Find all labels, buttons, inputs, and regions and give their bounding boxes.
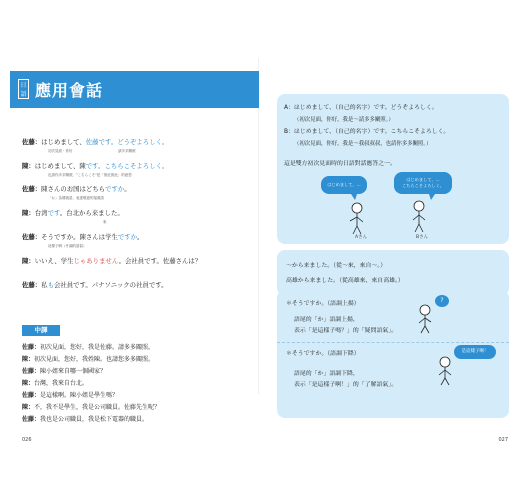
dialogue-line-6: 陳：いいえ、学生じゃありません。会社員です。佐藤さんは？ xyxy=(22,257,202,265)
figure-label-a: Aさん xyxy=(355,235,368,240)
understanding-bubble: 是這樣子啊！ xyxy=(454,345,496,359)
example-line: 語尾的「か」語調上揚， xyxy=(294,317,359,323)
page-number-left: 026 xyxy=(22,437,32,443)
dialogue-line-7: 佐藤：私も会社員です。パナソニックの社員です。 xyxy=(22,281,168,289)
question-bubble: ? xyxy=(435,295,449,307)
dialogue-line-1: 佐藤：はじめまして、佐藤です。どうぞよろしく。 xyxy=(22,138,169,146)
translation-line: 陳：初次見面，您好，我姓陳。也請您多多關照。 xyxy=(22,356,155,363)
figures-illustration xyxy=(333,194,453,240)
example-note: 這是雙方初次見面時的日語對話應答之一。 xyxy=(284,161,396,167)
intonation-falling: ＊そうですか。（語調下降） xyxy=(286,351,360,357)
speaker: 佐藤： xyxy=(22,138,42,146)
gloss-3: 「お」為禮貌語，表達敬意的接頭語 xyxy=(48,196,104,200)
gloss-5: 這樣子啊（升調的語氣） xyxy=(48,244,87,248)
dialogue-line-4: 陳：台湾です。台北から来ました。 xyxy=(22,209,124,217)
example-line: 表示「是這樣子嗎？」的「疑問語氣」。 xyxy=(294,328,398,334)
example-line: 高雄から来ました。（從高雄來，來自高雄。） xyxy=(286,278,404,284)
page-title: 應用會話 xyxy=(35,81,104,100)
example-line: B：はじめまして、（自己的名字）です。こちらこそよろしく。 xyxy=(284,129,450,135)
example-line: A：はじめまして、（自己的名字）です。どうぞよろしく。 xyxy=(284,105,438,111)
translation-line: 佐藤：初次見面，您好，我是佐藤。請多多關照。 xyxy=(22,344,155,351)
right-page xyxy=(261,58,520,443)
speech-bubble-a: はじめまして、… xyxy=(321,176,367,194)
page-number-right: 027 xyxy=(498,437,508,443)
gloss-4: 來 xyxy=(103,220,107,224)
dialogue-line-3: 佐藤：陳さんのお国はどちらですか。 xyxy=(22,185,131,193)
example-panel-1 xyxy=(277,94,509,244)
example-line: （初次見面，你好，我是～我叔叔叔，也請你多多關照。） xyxy=(294,141,432,147)
gloss-2: 也請你多多關照，"こちらこそ"是「彼此彼此」的意思 xyxy=(48,173,132,177)
example-line: 表示「是這樣子啊！」的「了解語氣」。 xyxy=(294,382,398,388)
speech-bubble-b: はじめまして、… こちらこそよろしく。 xyxy=(394,172,452,194)
nodding-figure xyxy=(427,356,463,386)
left-page xyxy=(0,58,259,443)
example-line: （初次見面，你好，我是～請多多關照。） xyxy=(294,117,394,123)
lesson-badge: 日語 xyxy=(18,79,29,99)
section-tab-translation: 中譯 xyxy=(22,325,60,336)
example-panel-3 xyxy=(277,290,509,418)
translation-line: 佐藤：我也是公司職員，我是松下電器的職員。 xyxy=(22,416,149,423)
gloss-1: 初次見面・你好 請多多關照 xyxy=(48,149,136,153)
translation-line: 陳：不，我不是學生，我是公司職員。佐藤先生呢？ xyxy=(22,404,161,411)
example-line: 語尾的「か」語調下降， xyxy=(294,371,359,377)
translation-line: 佐藤：陳小姐來自哪一個國家？ xyxy=(22,368,107,375)
translation-line: 陳：台灣，我來自台北。 xyxy=(22,380,89,387)
figure-label-b: Bさん xyxy=(416,235,429,240)
example-line: ～から来ました。（從～來，來自～。） xyxy=(286,263,387,269)
intonation-rising: ＊そうですか。（語調上揚） xyxy=(286,301,360,307)
dialogue-line-5: 佐藤：そうですか。陳さんは学生ですか。 xyxy=(22,233,144,241)
thinking-figure xyxy=(407,304,443,334)
translation-line: 佐藤：是這樣啊。陳小姐是學生嗎？ xyxy=(22,392,119,399)
dialogue-line-2: 陳：はじめまして、陳です。こちらこそよろしく。 xyxy=(22,162,169,170)
divider xyxy=(277,342,509,343)
title-bar xyxy=(10,71,259,108)
